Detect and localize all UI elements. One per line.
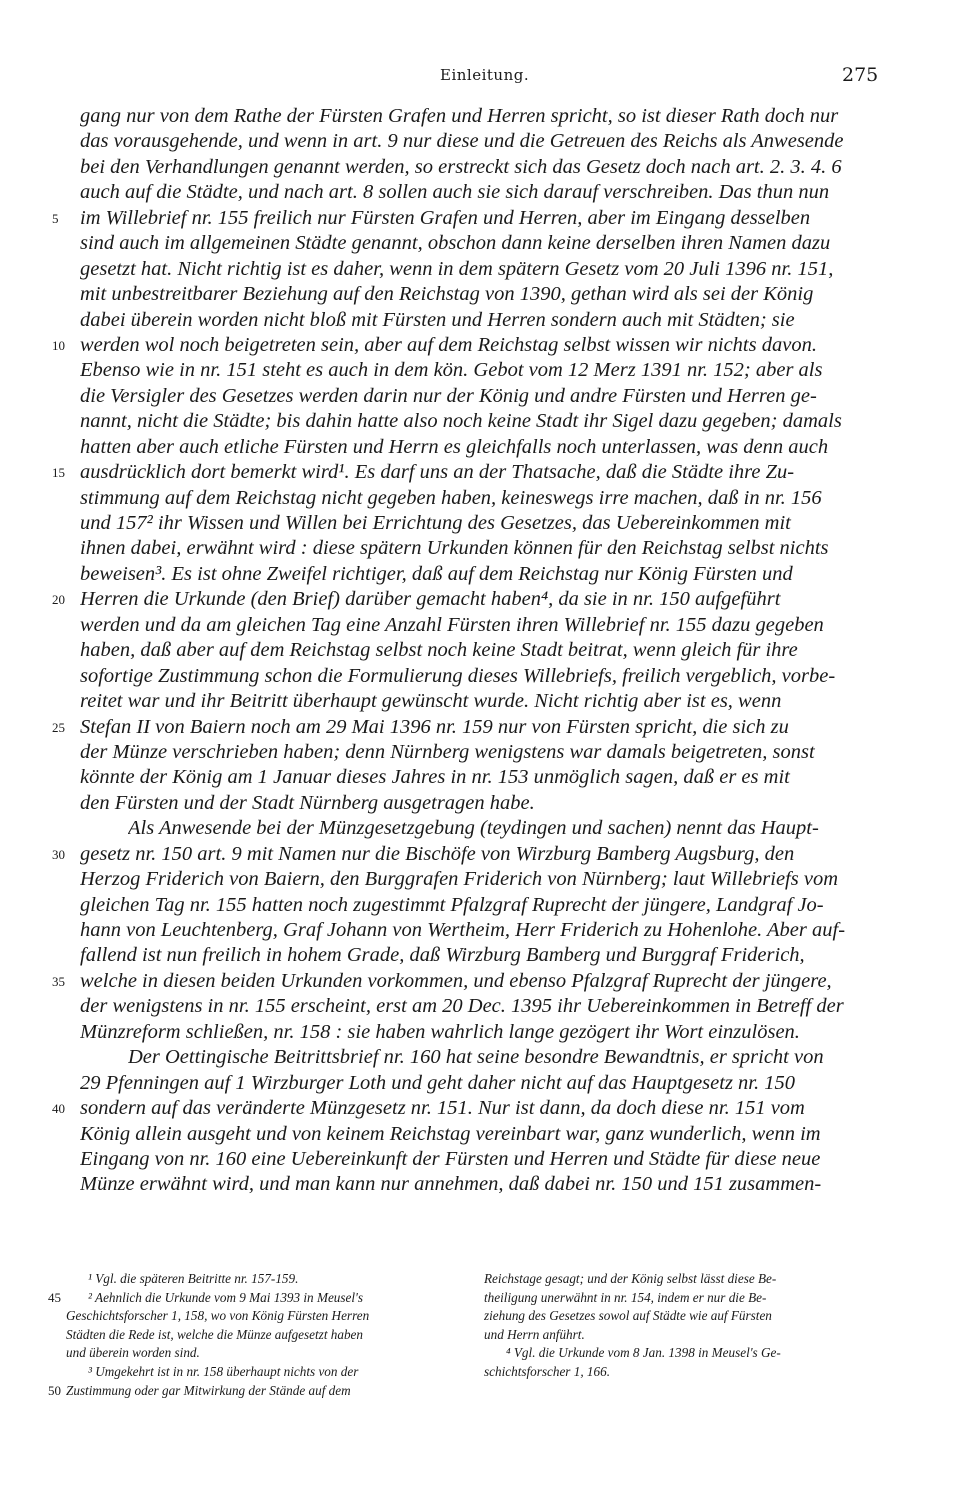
text-line [0,409,960,434]
text-line [0,587,960,612]
text-line [0,435,960,460]
text-line [0,282,960,307]
line-text: haben, daß aber auf dem Reichstag selbst noch keine Stadt beitrat, wenn gleich für ihre [80,639,798,662]
line-text: sondern auf das veränderte Münzgesetz nr. 151. Nur ist dann, da doch diese nr. 151 vom [80,1097,805,1120]
line-text: und 157² ihr Wissen und Willen bei Errichtung des Gesetzes, das Uebereinkommen mit [80,512,791,534]
line-text: ausdrücklich dort bemerkt wird¹. Es darf uns an der Thatsache, daß die Städte ihre Zu- [80,461,795,484]
text-line [0,765,960,790]
line-text: mit unbestreitbarer Beziehung auf den Reichstag von 1390, gethan wird als sei der König [80,283,814,306]
line-text: 29 Pfenningen auf 1 Wirzburger Loth und geht daher nicht auf das Hauptgesetz nr. 150 [80,1071,796,1094]
line-text: Münzreform schließen, nr. 158 : sie haben wahrlich lange gezögert ihr Wort einzulösen. [80,1020,800,1043]
line-text: ihnen dabei, erwähnt wird : diese spätern Urkunden können für den Reichstag selbst nichts [80,537,829,560]
line-text: hann von Leuchtenberg, Graf Johann von Wertheim, Herr Friderich zu Hohenlohe. Aber auf- [80,919,846,941]
footnote-line: und Herrn anführt. [484,1326,585,1342]
text-line [0,180,960,205]
line-text: gang nur von dem Rathe der Fürsten Grafen und Herren spricht, so ist dieser Rath doch nur [80,105,839,127]
text-line [0,1122,960,1147]
line-number: 20 [52,592,65,608]
text-line [0,333,960,358]
line-text: König allein ausgeht und von keinem Reichstag vereinbart war, ganz wunderlich, wenn im [80,1122,821,1145]
text-line [0,689,960,714]
text-line [0,206,960,231]
text-line [0,842,960,867]
text-line [0,943,960,968]
line-number: 10 [52,337,65,353]
text-line [0,1045,960,1070]
text-line [0,1147,960,1172]
line-text: welche in diesen beiden Urkunden vorkommen, und ebenso Pfalzgraf Ruprecht der jüngere, [80,969,832,992]
footnotes-right-column [484,1270,884,1382]
text-line [0,486,960,511]
footnote-line: ziehung des Gesetzes sowol auf Städte wie auf Fürsten [484,1308,772,1324]
line-text: Herren die Urkunde (den Brief) darüber gemacht haben⁴, da sie in nr. 150 aufgeführt [80,588,781,611]
text-line [0,791,960,816]
line-text: beweisen³. Es ist ohne Zweifel richtiger, daß auf dem Reichstag nur König Fürsten und [80,562,793,585]
line-text: Münze erwähnt wird, und man kann nur annehmen, daß dabei nr. 150 und 151 zusammen- [80,1173,822,1196]
line-text: reitet war und ihr Beitritt überhaupt gewünscht wurde. Nicht richtig aber ist es, wenn [80,690,782,713]
footnote-line: ² Aehnlich die Urkunde vom 9 Mai 1393 in Meusel's [88,1289,363,1305]
line-number: 30 [52,846,65,862]
line-text: der wenigstens in nr. 155 erscheint, erst am 20 Dec. 1395 ihr Uebereinkommen in Betreff der [80,995,844,1018]
line-text: gesetzt hat. Nicht richtig ist es daher, wenn in dem spätern Gesetz vom 20 Juli 1396 nr. 151, [80,257,834,280]
line-text: werden wol noch beigetreten sein, aber auf dem Reichstag selbst wissen wir nichts davon. [80,333,817,356]
text-line [0,1020,960,1045]
text-line [0,308,960,333]
line-number: 35 [52,973,65,989]
line-text: die Versigler des Gesetzes werden darin nur der König und andre Fürsten und Herren ge- [80,384,817,407]
text-line [0,816,960,841]
footnote-line: theiligung unerwähnt in nr. 154, indem er nur die Be- [484,1289,767,1305]
line-text: dabei überein worden nicht bloß mit Fürsten und Herren sondern auch mit Städten; sie [80,308,795,331]
line-text: Als Anwesende bei der Münzgesetzgebung (teydingen und sachen) nennt das Haupt- [128,817,819,840]
running-head: Einleitung. [440,66,530,84]
text-line [0,358,960,383]
line-text: das vorausgehende, und wenn in art. 9 nur diese und die Getreuen des Reichs als Anwesende [80,130,844,153]
text-line [0,1071,960,1096]
line-text: könnte der König am 1 Januar dieses Jahres in nr. 153 unmöglich sagen, daß er es mit [80,766,790,789]
line-text: stimmung auf dem Reichstag nicht gegeben haben, keineswegs irre machen, daß in nr. 156 [80,486,822,509]
footnote-line: schichtsforscher 1, 166. [484,1363,611,1379]
line-text: gleichen Tag nr. 155 hatten noch zugestimmt Pfalzgraf Ruprecht der jüngere, Landgraf Jo- [80,893,824,916]
line-text: Ebenso wie in nr. 151 steht es auch in dem kön. Gebot vom 12 Merz 1391 nr. 152; aber als [80,359,823,382]
footnote-line: Reichstage gesagt; und der König selbst lässt diese Be- [484,1271,777,1286]
line-number: 40 [52,1101,65,1117]
line-text: sofortige Zustimmung schon die Formulierung dieses Willebriefs, freilich vergeblich, vorbe- [80,664,836,687]
text-line [0,104,960,129]
footnote-line: Zustimmung oder gar Mitwirkung der Stände auf dem [66,1382,351,1398]
line-number: 5 [52,210,59,226]
text-line [0,1096,960,1121]
text-line [0,994,960,1019]
footnote-line: ¹ Vgl. die späteren Beitritte nr. 157-159. [88,1271,299,1286]
line-text: hatten aber auch etliche Fürsten und Herrn es gleichfalls noch unterlassen, was denn auch [80,435,829,458]
line-text: fallend ist nun freilich in hohem Grade, daß Wirzburg Bamberg und Burggraf Friderich, [80,944,805,967]
text-line [0,460,960,485]
footnote-line: ⁴ Vgl. die Urkunde vom 8 Jan. 1398 in Meusel's Ge- [506,1345,781,1361]
text-line [0,867,960,892]
line-text: Herzog Friderich von Baiern, den Burggrafen Friderich von Nürnberg; laut Willebriefs vom [80,868,839,891]
line-number: 25 [52,719,65,735]
footnote-line: Geschichtsforscher 1, 158, wo von König Fürsten Herren [66,1308,370,1324]
line-text: den Fürsten und der Stadt Nürnberg ausgetragen habe. [80,791,535,814]
line-text: werden und da am gleichen Tag eine Anzahl Fürsten ihren Willebrief nr. 155 dazu gegeben [80,613,824,636]
text-line [0,536,960,561]
footnote-line: ³ Umgekehrt ist in nr. 158 überhaupt nichts von der [88,1363,359,1379]
footnotes-left-column [66,1270,466,1400]
line-text: auch auf die Städte, und nach art. 8 sollen auch sie sich darauf verschreiben. Das thun nun [80,181,830,204]
text-line [0,562,960,587]
line-text: gesetz nr. 150 art. 9 mit Namen nur die Bischöfe von Wirzburg Bamberg Augsburg, den [80,842,795,865]
text-line [0,384,960,409]
text-line [0,740,960,765]
footnote-line: und überein worden sind. [66,1345,200,1361]
line-number: 15 [52,465,65,481]
text-line [0,511,960,536]
line-text: der Münze verschrieben haben; denn Nürnberg wenigstens war damals beigetreten, sonst [80,740,815,763]
main-text [0,104,960,1198]
text-line [0,664,960,689]
line-number: 50 [48,1382,61,1398]
text-line [0,129,960,154]
line-text: nannt, nicht die Städte; bis dahin hatte also noch keine Stadt ihr Sigel dazu gegeben; damals [80,410,842,433]
line-text: Stefan II von Baiern noch am 29 Mai 1396 nr. 159 nur von Fürsten spricht, die sich zu [80,715,789,738]
page-header [0,60,960,90]
line-text: Eingang von nr. 160 eine Uebereinkunft der Fürsten und Herren und Städte für diese neue [80,1147,821,1170]
line-text: sind auch im allgemeinen Städte genannt, obschon dann keine derselben ihren Namen dazu [80,232,831,255]
text-line [0,1172,960,1197]
text-line [0,613,960,638]
line-text: bei den Verhandlungen genannt werden, so erstreckt sich das Gesetz doch nach art. 2. 3. 4. 6 [80,155,842,178]
text-line [0,257,960,282]
line-text: im Willebrief nr. 155 freilich nur Fürsten Grafen und Herren, aber im Eingang desselben [80,206,811,229]
text-line [0,715,960,740]
text-line [0,638,960,663]
text-line [0,231,960,256]
text-line [0,969,960,994]
page-number: 275 [842,64,879,86]
text-line [0,893,960,918]
footnote-line: Städten die Rede ist, welche die Münze aufgesetzt haben [66,1326,364,1342]
line-text: Der Oettingische Beitrittsbrief nr. 160 hat seine besondre Bewandtnis, er spricht von [128,1046,824,1069]
text-line [0,155,960,180]
text-line [0,918,960,943]
line-number: 45 [48,1289,61,1305]
